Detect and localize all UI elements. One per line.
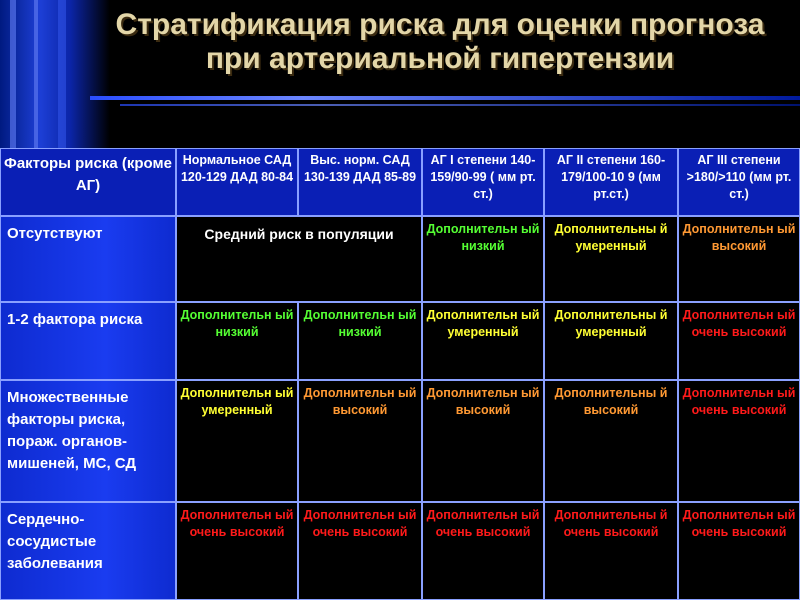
- cell-risk: Дополнительны й умеренный: [544, 302, 678, 380]
- cell-risk: Дополнительн ый очень высокий: [678, 380, 800, 502]
- cell-risk: Дополнительн ый высокий: [422, 380, 544, 502]
- header-high-normal: Выс. норм. САД 130-139 ДАД 85-89: [298, 148, 422, 216]
- row-label-multiple-factors: Множественные факторы риска, пораж. органов-мишеней, МС, СД: [0, 380, 176, 502]
- cell-risk: Дополнительн ый умеренный: [422, 302, 544, 380]
- cell-risk: Дополнительны й умеренный: [544, 216, 678, 302]
- cell-risk: Дополнительн ый низкий: [298, 302, 422, 380]
- cell-risk: Дополнительн ый очень высокий: [422, 502, 544, 600]
- header-risk-factors: Факторы риска (кроме АГ): [0, 148, 176, 216]
- header-normal: Нормальное САД 120-129 ДАД 80-84: [176, 148, 298, 216]
- row-label-none: Отсутствуют: [0, 216, 176, 302]
- header-ag2: АГ II степени 160-179/100-10 9 (мм рт.ст.): [544, 148, 678, 216]
- row-label-cvd: Сердечно-сосудистые заболевания: [0, 502, 176, 600]
- risk-table: [0, 148, 800, 600]
- cell-risk: Дополнительн ый очень высокий: [678, 302, 800, 380]
- slide-title: Стратификация риска для оценки прогноза при артериальной гипертензии: [115, 8, 765, 75]
- cell-risk: Дополнительн ый низкий: [422, 216, 544, 302]
- header-ag3: АГ III степени >180/>110 (мм рт. ст.): [678, 148, 800, 216]
- title-underline: [90, 96, 800, 100]
- row-label-1-2-factors: 1-2 фактора риска: [0, 302, 176, 380]
- header-ag1: АГ I степени 140-159/90-99 ( мм рт. ст.): [422, 148, 544, 216]
- title-underline: [120, 104, 800, 106]
- cell-risk: Дополнительн ый очень высокий: [298, 502, 422, 600]
- cell-risk: Дополнительны й высокий: [544, 380, 678, 502]
- cell-risk: Дополнительн ый умеренный: [176, 380, 298, 502]
- cell-risk: Дополнительн ый очень высокий: [176, 502, 298, 600]
- cell-risk: Дополнительн ый высокий: [678, 216, 800, 302]
- cell-risk: Дополнительн ый низкий: [176, 302, 298, 380]
- cell-risk: Дополнительны й очень высокий: [544, 502, 678, 600]
- cell-risk: Дополнительн ый очень высокий: [678, 502, 800, 600]
- cell-average-risk: Средний риск в популяции: [176, 216, 422, 302]
- cell-risk: Дополнительн ый высокий: [298, 380, 422, 502]
